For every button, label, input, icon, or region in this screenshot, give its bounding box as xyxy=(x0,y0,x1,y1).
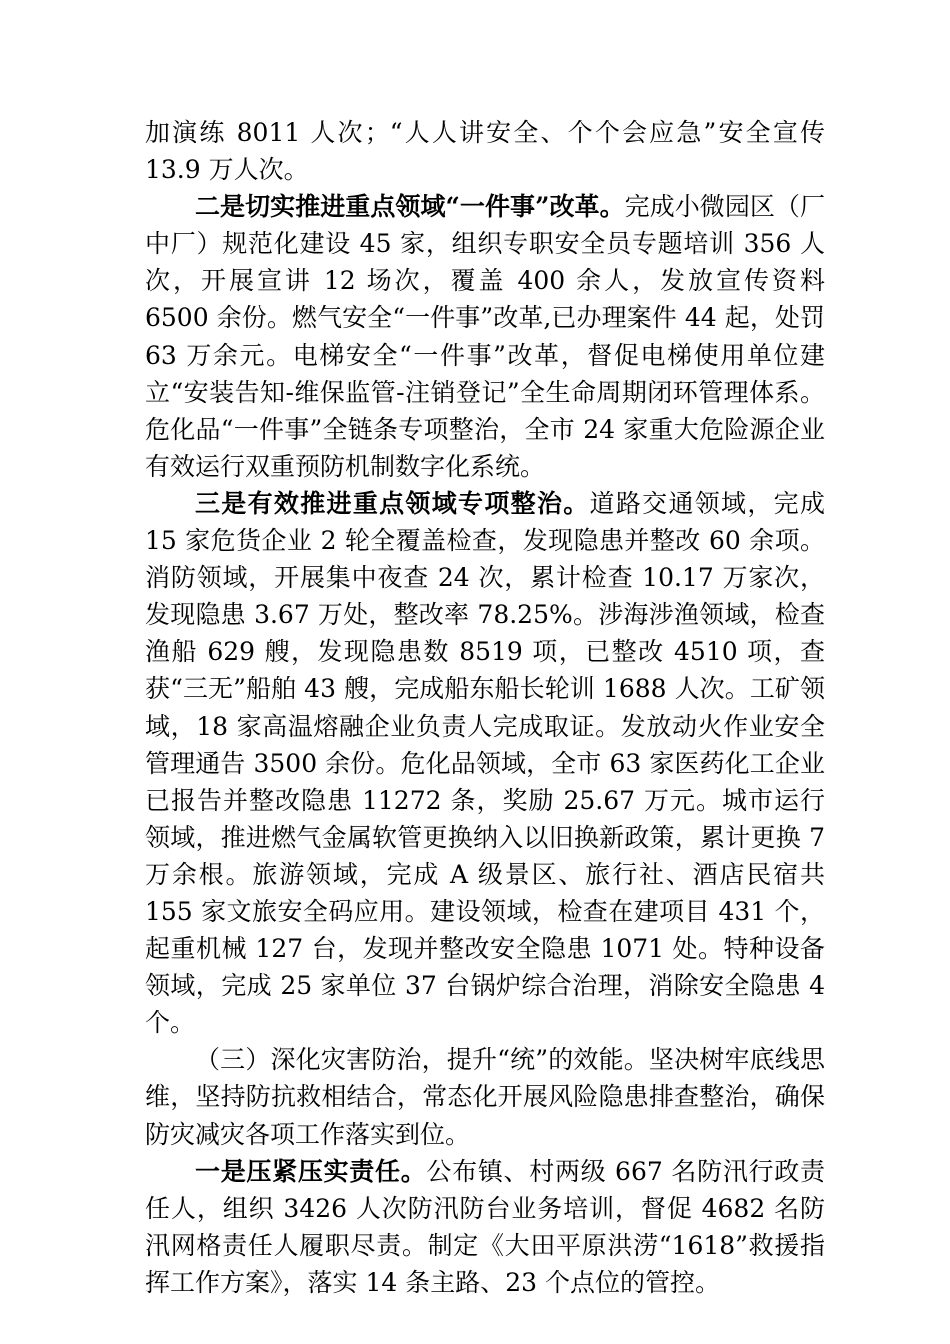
paragraph-text: （三）深化灾害防治，提升“统”的效能。坚决树牢底线思维，坚持防抗救相结合，常态化开展风险隐患排查整治，确保防灾减灾各项工作落实到位。 xyxy=(145,1045,825,1149)
document-page xyxy=(145,114,825,1301)
paragraph-responsibility xyxy=(145,1153,825,1301)
paragraph-lead: 二是切实推进重点领域“一件事”改革。 xyxy=(195,192,625,222)
paragraph-continuation xyxy=(145,114,825,188)
paragraph-text: 加演练 8011 人次；“人人讲安全、个个会应急”安全宣传 13.9 万人次。 xyxy=(145,118,825,185)
paragraph-text: 道路交通领域，完成 15 家危货企业 2 轮全覆盖检查，发现隐患并整改 60 余项。消防领域，开展集中夜查 24 次，累计检查 10.17 万家次，发现隐患 3.67 万处，整改率 78.25%。涉海涉渔领域，检查渔船 629 艘，发现隐患数 8519 项，已整改 4510 项，查获“三无”船舶 43 艘，完成船东船长轮训 1688 人次。工矿领域，18 家高温熔融企业负责人完成取证。发放动火作业安全管理通告 3500 余份。危化品领域，全市 63 家医药化工企业已报告并整改隐患 11272 条，奖励 25.67 万元。城市运行领域，推进燃气金属软管更换纳入以旧换新政策，累计更换 7 万余根。旅游领域，完成 A 级景区、旅行社、酒店民宿共 155 家文旅安全码应用。建设领域，检查在建项目 431 个，起重机械 127 台，发现并整改安全隐患 1071 处。特种设备领域，完成 25 家单位 37 台锅炉综合治理，消除安全隐患 4 个。 xyxy=(145,488,825,1038)
paragraph-lead: 三是有效推进重点领域专项整治。 xyxy=(195,488,590,518)
paragraph-lead: 一是压紧压实责任。 xyxy=(195,1156,427,1186)
paragraph-text: 公布镇、村两级 667 名防汛行政责任人，组织 3426 人次防汛防台业务培训，督促 4682 名防汛网格责任人履职尽责。制定《大田平原洪涝“1618”救援指挥工作方案》，落实 14 条主路、23 个点位的管控。 xyxy=(145,1156,825,1297)
paragraph-disaster-prevention xyxy=(145,1041,825,1152)
paragraph-special-rectification xyxy=(145,485,825,1041)
paragraph-key-area-reform xyxy=(145,188,825,485)
paragraph-text: 完成小微园区（厂中厂）规范化建设 45 家，组织专职安全员专题培训 356 人次，开展宣讲 12 场次，覆盖 400 余人，发放宣传资料 6500 余份。燃气安全“一件事”改革,已办理案件 44 起，处罚 63 万余元。电梯安全“一件事”改革，督促电梯使用单位建立“安装告知-维保监管-注销登记”全生命周期闭环管理体系。危化品“一件事”全链条专项整治，全市 24 家重大危险源企业有效运行双重预防机制数字化系统。 xyxy=(145,192,825,481)
